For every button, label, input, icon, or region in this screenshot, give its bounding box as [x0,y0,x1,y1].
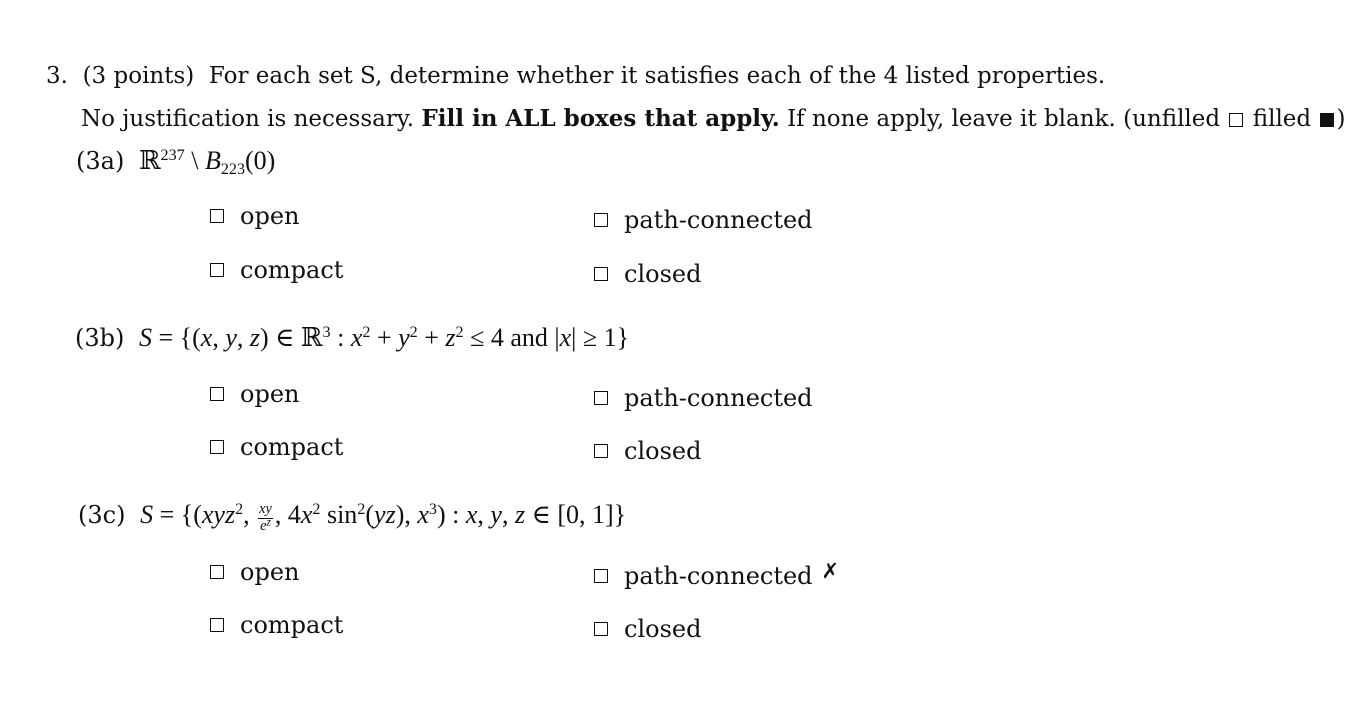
option-compact-3c[interactable] [210,611,343,639]
option-closed-3c[interactable] [594,615,701,643]
option-open-3c[interactable] [210,558,299,586]
option-path-connected-3c[interactable] [594,559,840,590]
option-label: closed [624,615,702,643]
part-label: (3c) [78,501,126,529]
option-compact-3a[interactable] [210,256,343,284]
question-instructions [81,104,1345,134]
instruction-end: If none apply, leave it blank. (unfilled [787,106,1221,132]
option-label: path-connected [624,384,813,412]
checkbox-icon[interactable] [594,569,608,583]
part-label: (3b) [75,324,125,352]
option-label: closed [624,260,702,288]
option-label: compact [240,433,344,461]
question-prompt: For each set S, determine whether it satisfies each of the 4 listed properties. [208,63,1106,89]
checkbox-icon[interactable] [210,263,224,277]
option-closed-3b[interactable] [594,437,701,465]
close-paren: ) [1336,106,1345,132]
option-closed-3a[interactable] [594,260,701,288]
part-3a-heading [76,146,275,177]
option-label: open [240,202,300,230]
checkbox-icon[interactable] [594,267,608,281]
checkbox-icon[interactable] [210,565,224,579]
part-3c-heading [78,500,626,535]
option-label: path-connected [624,562,813,590]
option-open-3a[interactable] [210,202,299,230]
checkbox-icon[interactable] [594,391,608,405]
instruction-bold: Fill in ALL boxes that apply. [421,105,780,132]
option-compact-3b[interactable] [210,433,343,461]
checkbox-icon[interactable] [210,387,224,401]
question-number: 3. [46,63,68,89]
part-label: (3a) [76,147,125,175]
set-expression: ℝ$^{237}$ \ $B_{223}(0)$ [138,146,276,178]
question-header [46,61,1105,91]
option-label: path-connected [624,206,813,234]
checkbox-icon[interactable] [594,622,608,636]
part-3b-heading [75,323,629,354]
set-expression: S = {(xyz$^2$, $\frac{xy}{e^z}$ , $4x^2$ $\sin^2(yz)$, $x^3$) : x, y, z ∈ [0, 1]} [140,500,627,535]
checkbox-icon[interactable] [210,618,224,632]
filled-label: filled [1252,106,1312,132]
question-points: (3 points) [82,63,195,89]
option-label: open [240,380,300,408]
option-path-connected-3b[interactable] [594,384,813,412]
option-label: closed [624,437,702,465]
option-label: compact [240,611,344,639]
instruction-text: No justification is necessary. [81,106,415,132]
unfilled-box-icon [1229,113,1243,127]
option-open-3b[interactable] [210,380,299,408]
option-label: open [240,558,300,586]
checkbox-icon[interactable] [594,444,608,458]
set-expression: S = {(x, y, z) ∈ ℝ$^3$ : $x^2 + y^2 + z^2 \le 4$ and |x| ≥ 1} [138,323,630,352]
option-path-connected-3a[interactable] [594,206,813,234]
handwritten-x-mark-icon: ✗ [821,559,840,583]
checkbox-icon[interactable] [210,440,224,454]
option-label: compact [240,256,344,284]
checkbox-icon[interactable] [594,213,608,227]
filled-box-icon [1320,113,1334,127]
checkbox-icon[interactable] [210,209,224,223]
